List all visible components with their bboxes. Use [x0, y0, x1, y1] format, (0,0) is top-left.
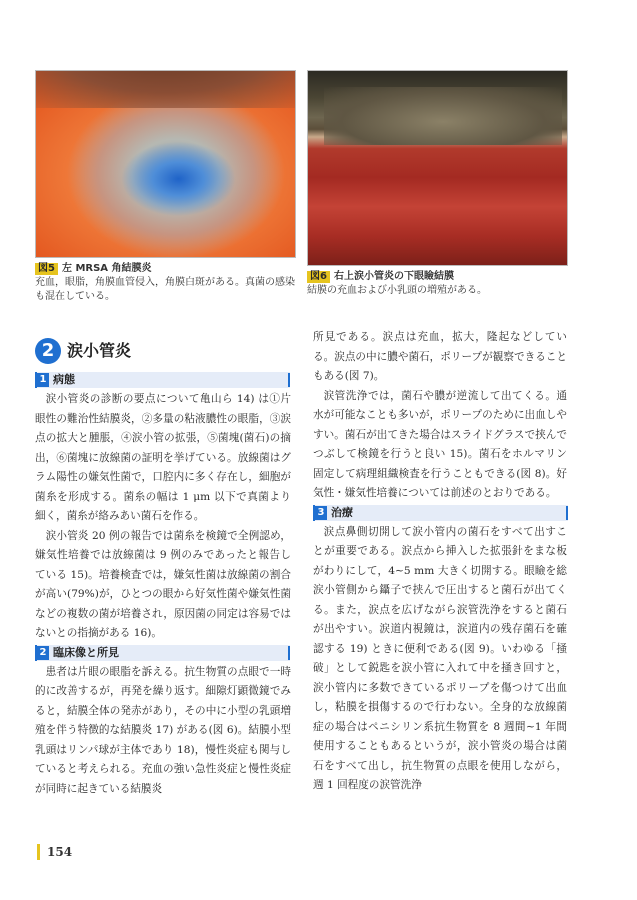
- figure-6-description: 結膜の充血および小乳頭の増殖がある。: [307, 285, 487, 296]
- paragraph-pathology-1: 涙小管炎の診断の要点について亀山ら 14) は①片眼性の難治性結膜炎，②多量の粘液膿性の眼脂，③涙点の拡大と腫脹，④涙小管の拡張，⑤菌塊(菌石)の摘出，⑥菌塊に放線菌の証明を挙げている。放線菌はグラム陽性の嫌気性菌で，口腔内に多く存在し，細胞が菌糸を形成する。菌糸の幅は 1 μm 以下で真菌より細く，菌糸が絡みあい菌石を作る。: [35, 393, 291, 522]
- figure-5-description: 充血，眼脂，角膜血管侵入，角膜白斑がある。真菌の感染も混在している。: [35, 277, 295, 302]
- subsection-title: 治療: [331, 505, 353, 519]
- figure-6-title: 右上涙小管炎の下眼瞼結膜: [333, 271, 454, 282]
- page-number: [37, 842, 72, 862]
- section-heading: [35, 336, 291, 366]
- page-number-text: 154: [47, 845, 73, 859]
- figure-5-caption: [35, 262, 297, 304]
- subsection-title: 病態: [53, 373, 75, 387]
- subsection-number: 1: [37, 373, 49, 387]
- paragraph-clinical-continued: 所見である。涙点は充血，拡大，隆起などしている。涙点の中に膿や菌石，ポリープが観察できることもある(図 7)。: [313, 331, 567, 382]
- left-column: [35, 336, 291, 799]
- figure-6-photo-lower-eyelid-conjunctiva: [307, 70, 568, 266]
- figure-5-tag: 図5: [35, 263, 58, 275]
- subsection-number: 2: [37, 646, 49, 660]
- right-column: [313, 328, 567, 796]
- subsection-title: 臨床像と所見: [53, 645, 119, 659]
- page-number-bar: [37, 844, 40, 860]
- section-title: 涙小管炎: [67, 341, 132, 361]
- subsection-heading-clinical: [35, 645, 290, 661]
- paragraph-clinical-1: 患者は片眼の眼脂を訴える。抗生物質の点眼で一時的に改善するが，再発を繰り返す。細隙灯顕微鏡でみると，結膜全体の発赤があり，その中に小型の乳頭増殖を伴う特徴的な結膜炎 17) がある(図 6)。結膜小型乳頭はリンパ球が主体であり 18)，慢性炎症も関与していると考えられる。充血の強い急性炎症と慢性炎症が同時に起きている結膜炎: [35, 665, 291, 795]
- subsection-number: 3: [315, 506, 327, 520]
- paragraph-clinical-2: 涙管洗浄では，菌石や膿が逆流して出てくる。通水が可能なことも多いが，ポリープのために出血しやすい。菌石が出てきた場合はスライドグラスで挟んでつぶして検鏡を行うと良い 15)。菌石をホルマリン固定して病理組織検査を行うこともできる(図 8)。好気性・嫌気性培養については前述のとおりである。: [313, 389, 567, 499]
- figure-5-photo-mrsa-keratoconjunctivitis: [35, 70, 296, 258]
- figure-6-tag: 図6: [307, 271, 330, 283]
- paragraph-treatment-1: 涙点鼻側切開して涙小管内の菌石をすべて出すことが重要である。涙点から挿入した拡張針をまな板がわりにして，4∼5 mm 大きく切開する。眼瞼を総涙小管側から鑷子で挟んで圧出すると菌石が出てくる。また，涙点を広げながら涙管洗浄をすると菌石が出やすい。涙道内視鏡は，涙道内の残存菌石を確認する 19) ときに便利である(図 9)。いわゆる「掻破」として鋭匙を涙小管に入れて中を掻き回すと，涙小管内に多数できているポリープを傷つけて出血し，粘膜を損傷するので行わない。全身的な放線菌症の場合はペニシリン系抗生物質を 8 週間∼1 年間使用することもあるというが，涙小管炎の場合は菌石をすべて出し，抗生物質の点眼を使用しながら，週 1 回程度の涙管洗浄: [313, 525, 567, 791]
- figure-5-title: 左 MRSA 角結膜炎: [61, 263, 152, 274]
- section-number-badge: 2: [35, 338, 61, 364]
- subsection-heading-treatment: [313, 505, 568, 521]
- subsection-heading-pathology: [35, 372, 290, 388]
- paragraph-pathology-2: 涙小管炎 20 例の報告では菌糸を検鏡で全例認め，嫌気性培養では放線菌は 9 例のみであったと報告している 15)。培養検査では，嫌気性菌は放線菌の割合が高い(79%)が，ひとつの眼から好気性菌や嫌気性菌などの複数の菌が培養され，原因菌の同定は容易ではないとの指摘がある 16)。: [35, 529, 291, 639]
- figure-6-caption: [307, 270, 569, 298]
